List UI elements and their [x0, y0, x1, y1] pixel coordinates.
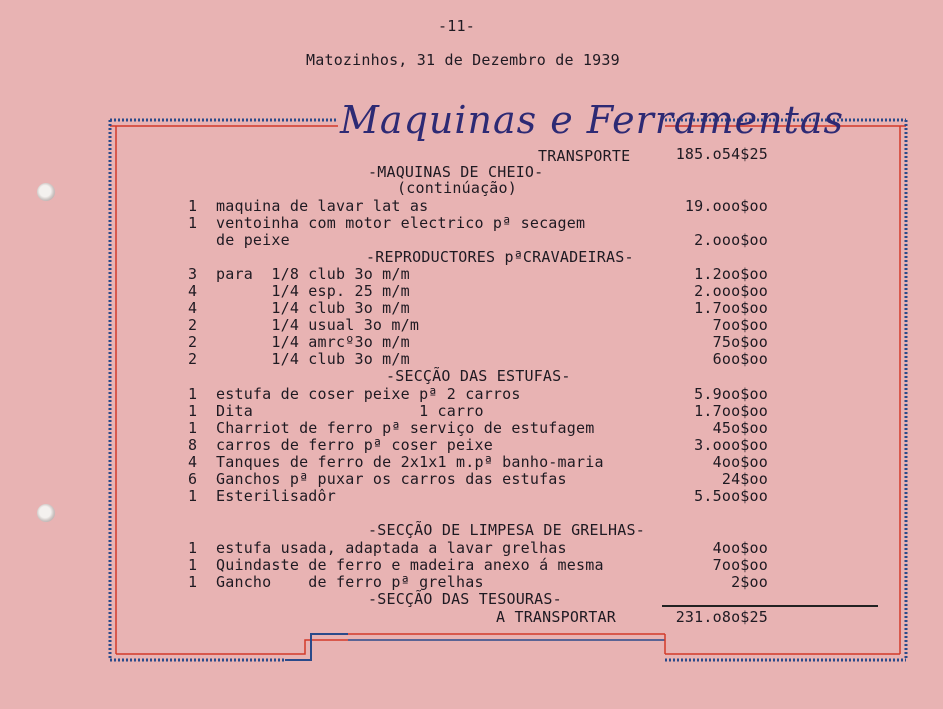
item-qty: 1: [188, 573, 198, 591]
heading-maquinas-cheio: -MAQUINAS DE CHEIO-: [368, 163, 544, 181]
item-value: 7oo$oo: [712, 316, 768, 334]
item-value: 75o$oo: [712, 333, 768, 351]
item-value: 2.ooo$oo: [694, 231, 768, 249]
item-value: 45o$oo: [712, 419, 768, 437]
item-desc: Dita 1 carro: [216, 402, 484, 420]
item-value: 2.ooo$oo: [694, 282, 768, 300]
item-desc: Ganchos pª puxar os carros das estufas: [216, 470, 567, 488]
item-desc: 1/4 usual 3o m/m: [216, 316, 420, 334]
item-qty: 2: [188, 316, 198, 334]
item-value: 4oo$oo: [712, 453, 768, 471]
item-qty: 1: [188, 539, 198, 557]
item-value: 5.9oo$oo: [694, 385, 768, 403]
item-qty: 1: [188, 487, 198, 505]
page-title: Maquinas e Ferramentas: [340, 98, 844, 142]
item-desc: para 1/8 club 3o m/m: [216, 265, 410, 283]
heading-continuacao: (continúação): [397, 179, 517, 197]
item-qty: 2: [188, 350, 198, 368]
a-transportar-value: 231.o8o$25: [675, 608, 768, 626]
item-desc: 1/4 club 3o m/m: [216, 350, 410, 368]
heading-reproductores: -REPRODUCTORES pªCRAVADEIRAS-: [366, 248, 634, 266]
page-number: -11-: [438, 17, 475, 35]
heading-tesouras: -SECÇÃO DAS TESOURAS-: [368, 590, 562, 608]
item-value: 1.7oo$oo: [694, 299, 768, 317]
item-value: 4oo$oo: [712, 539, 768, 557]
item-value: 24$oo: [721, 470, 768, 488]
dateline: Matozinhos, 31 de Dezembro de 1939: [306, 51, 620, 69]
item-desc: ventoinha com motor electrico pª secagem: [216, 214, 586, 232]
item-desc: Charriot de ferro pª serviço de estufagem: [216, 419, 595, 437]
item-value: 1.2oo$oo: [694, 265, 768, 283]
item-value: 5.5oo$oo: [694, 487, 768, 505]
item-desc-continued: de peixe: [216, 231, 290, 249]
item-qty: 6: [188, 470, 198, 488]
item-desc: 1/4 club 3o m/m: [216, 299, 410, 317]
item-desc: maquina de lavar lat as: [216, 197, 429, 215]
item-qty: 1: [188, 556, 198, 574]
item-desc: estufa de coser peixe pª 2 carros: [216, 385, 521, 403]
item-qty: 1: [188, 419, 198, 437]
item-value: 6oo$oo: [712, 350, 768, 368]
item-value: 3.ooo$oo: [694, 436, 768, 454]
item-qty: 1: [188, 385, 198, 403]
heading-grelhas: -SECÇÃO DE LIMPESA DE GRELHAS-: [368, 521, 645, 539]
item-qty: 8: [188, 436, 198, 454]
item-value: 2$oo: [731, 573, 768, 591]
a-transportar-label: A TRANSPORTAR: [496, 608, 616, 626]
item-desc: 1/4 esp. 25 m/m: [216, 282, 410, 300]
item-qty: 1: [188, 197, 198, 215]
item-qty: 1: [188, 402, 198, 420]
transporte-value: 185.o54$25: [675, 145, 768, 163]
item-desc: Tanques de ferro de 2x1x1 m.pª banho-maria: [216, 453, 604, 471]
item-qty: 4: [188, 282, 198, 300]
heading-estufas: -SECÇÃO DAS ESTUFAS-: [386, 367, 571, 385]
item-qty: 4: [188, 299, 198, 317]
item-qty: 1: [188, 214, 198, 232]
item-desc: Esterilisadôr: [216, 487, 336, 505]
item-qty: 3: [188, 265, 198, 283]
item-value: 1.7oo$oo: [694, 402, 768, 420]
item-desc: estufa usada, adaptada a lavar grelhas: [216, 539, 567, 557]
item-qty: 2: [188, 333, 198, 351]
item-qty: 4: [188, 453, 198, 471]
total-rule: [662, 605, 878, 607]
item-desc: carros de ferro pª coser peixe: [216, 436, 493, 454]
item-value: 19.ooo$oo: [684, 197, 768, 215]
item-desc: Gancho de ferro pª grelhas: [216, 573, 484, 591]
item-desc: 1/4 amrcº3o m/m: [216, 333, 410, 351]
item-value: 7oo$oo: [712, 556, 768, 574]
item-desc: Quindaste de ferro e madeira anexo á mesma: [216, 556, 604, 574]
transporte-label: TRANSPORTE: [538, 147, 631, 165]
